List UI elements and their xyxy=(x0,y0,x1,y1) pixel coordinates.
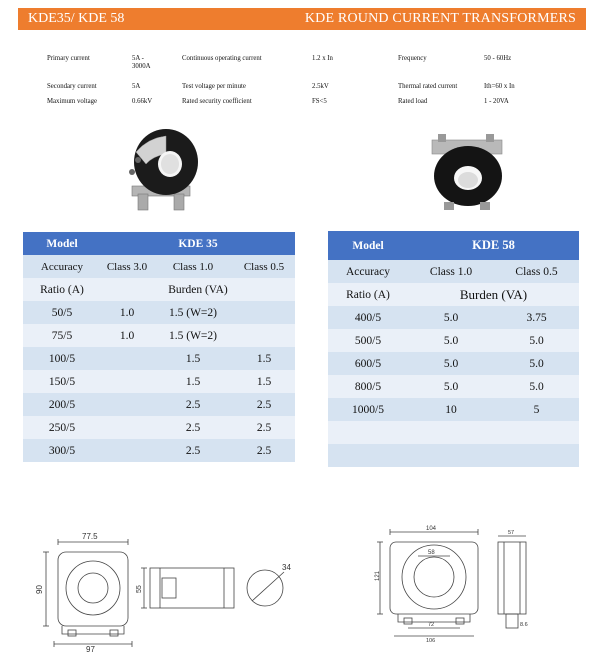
spec-secondary-value: 5A xyxy=(132,83,141,90)
table-row xyxy=(328,352,579,375)
burden-cell xyxy=(101,347,153,370)
ratio-cell: 600/5 xyxy=(328,352,408,375)
spec-security-label: Rated security coefficient xyxy=(182,98,252,105)
burden-cell: 5.0 xyxy=(408,352,494,375)
ratio-cell xyxy=(328,444,408,467)
header-title: KDE ROUND CURRENT TRANSFORMERS xyxy=(304,11,576,26)
kde58-model-value: KDE 58 xyxy=(408,231,579,260)
header-bar xyxy=(18,8,586,30)
ratio-cell: 800/5 xyxy=(328,375,408,398)
spec-contop-value: 1.2 x In xyxy=(312,55,333,62)
burden-cell: 1.5 xyxy=(233,370,295,393)
spec-testvolt-label: Test voltage per minute xyxy=(182,83,246,90)
burden-cell: 5.0 xyxy=(494,375,579,398)
kde35-product-photo xyxy=(118,124,208,214)
spec-testvolt-value: 2.5kV xyxy=(312,83,329,90)
burden-cell: 5.0 xyxy=(408,329,494,352)
burden-cell: 2.5 xyxy=(153,416,233,439)
burden-cell: 2.5 xyxy=(233,393,295,416)
spec-contop-label: Continuous operating current xyxy=(182,55,262,62)
dim-base2-58: 106 xyxy=(426,638,436,642)
burden-cell: 10 xyxy=(408,398,494,421)
burden-cell xyxy=(494,421,579,444)
kde58-burden-label: Burden (VA) xyxy=(408,283,579,306)
kde35-dimension-drawing xyxy=(20,530,310,655)
table-row xyxy=(23,324,295,347)
kde35-ratio-label: Ratio (A) xyxy=(23,278,101,301)
burden-cell: 1.0 xyxy=(101,324,153,347)
dim-width-35: 77.5 xyxy=(82,532,98,541)
burden-cell: 2.5 xyxy=(153,393,233,416)
burden-cell: 1.5 (W=2) xyxy=(153,301,233,324)
kde35-table xyxy=(23,232,295,462)
kde58-class-05: Class 0.5 xyxy=(494,260,579,283)
kde35-class-05: Class 0.5 xyxy=(233,255,295,278)
spec-primary-value-1: 5A - xyxy=(132,55,144,62)
header-model: KDE35/ KDE 58 xyxy=(28,11,125,26)
table-row xyxy=(328,306,579,329)
burden-cell: 1.5 (W=2) xyxy=(153,324,233,347)
burden-cell: 2.5 xyxy=(233,416,295,439)
table-row xyxy=(328,375,579,398)
kde35-accuracy-label: Accuracy xyxy=(23,255,101,278)
kde35-model-label: Model xyxy=(23,232,101,255)
burden-cell xyxy=(408,421,494,444)
burden-cell: 1.5 xyxy=(153,347,233,370)
dim-hole-58: 58 xyxy=(428,550,435,556)
kde58-product-photo xyxy=(424,132,510,212)
burden-cell: 1.5 xyxy=(153,370,233,393)
table-row xyxy=(23,370,295,393)
burden-cell: 2.5 xyxy=(153,439,233,462)
ratio-cell: 500/5 xyxy=(328,329,408,352)
spec-maxvolt-label: Maximum voltage xyxy=(47,98,98,105)
burden-cell: 1.5 xyxy=(233,347,295,370)
burden-cell xyxy=(101,393,153,416)
burden-cell: 2.5 xyxy=(233,439,295,462)
burden-cell: 5.0 xyxy=(408,306,494,329)
ratio-cell: 100/5 xyxy=(23,347,101,370)
table-row xyxy=(23,416,295,439)
kde35-class-3: Class 3.0 xyxy=(101,255,153,278)
spec-thermal-value: Ith=60 x In xyxy=(484,83,515,90)
ratio-cell: 200/5 xyxy=(23,393,101,416)
kde35-model-value: KDE 35 xyxy=(101,232,295,255)
burden-cell: 5.0 xyxy=(408,375,494,398)
dim-height-35: 90 xyxy=(35,585,44,594)
spec-primary-value-2: 3000A xyxy=(132,63,151,70)
spec-thermal-label: Thermal rated current xyxy=(398,83,458,90)
burden-cell: 5 xyxy=(494,398,579,421)
dim-base-35: 97 xyxy=(86,645,95,654)
spec-secondary-label: Secondary current xyxy=(47,83,97,90)
ratio-cell: 75/5 xyxy=(23,324,101,347)
kde58-table xyxy=(328,231,579,467)
kde58-class-1: Class 1.0 xyxy=(408,260,494,283)
spec-maxvolt-value: 0.66kV xyxy=(132,98,153,105)
ratio-cell: 150/5 xyxy=(23,370,101,393)
burden-cell xyxy=(494,444,579,467)
burden-cell xyxy=(101,439,153,462)
burden-cell: 5.0 xyxy=(494,329,579,352)
spec-frequency-value: 50 - 60Hz xyxy=(484,55,512,62)
burden-cell xyxy=(233,301,295,324)
burden-cell: 5.0 xyxy=(494,352,579,375)
kde35-burden-label: Burden (VA) xyxy=(101,278,295,301)
ratio-cell: 50/5 xyxy=(23,301,101,324)
burden-cell xyxy=(101,370,153,393)
table-row xyxy=(23,393,295,416)
table-row xyxy=(23,439,295,462)
table-row xyxy=(328,329,579,352)
dim-foot-58: 8.6 xyxy=(520,622,528,628)
dim-base1-58: 72 xyxy=(428,622,435,628)
ratio-cell: 1000/5 xyxy=(328,398,408,421)
kde58-accuracy-label: Accuracy xyxy=(328,260,408,283)
burden-cell xyxy=(408,444,494,467)
spec-load-label: Rated load xyxy=(398,98,428,105)
table-row xyxy=(23,301,295,324)
burden-cell xyxy=(233,324,295,347)
spec-load-value: 1 - 20VA xyxy=(484,98,509,105)
table-row xyxy=(328,444,579,467)
dim-side-58: 57 xyxy=(508,530,515,536)
ratio-cell: 300/5 xyxy=(23,439,101,462)
dim-depth-35: 55 xyxy=(136,585,143,593)
spec-primary-label: Primary current xyxy=(47,55,90,62)
kde35-class-1: Class 1.0 xyxy=(153,255,233,278)
table-row xyxy=(328,398,579,421)
ratio-cell: 250/5 xyxy=(23,416,101,439)
spec-frequency-label: Frequency xyxy=(398,55,427,62)
table-row xyxy=(328,421,579,444)
kde58-dimension-drawing xyxy=(368,522,568,642)
kde58-ratio-label: Ratio (A) xyxy=(328,283,408,306)
dim-height-58: 121 xyxy=(375,570,381,581)
burden-cell: 3.75 xyxy=(494,306,579,329)
dim-width-58: 104 xyxy=(426,526,437,532)
burden-cell: 1.0 xyxy=(101,301,153,324)
ratio-cell xyxy=(328,421,408,444)
dim-hole-35: 34 xyxy=(282,563,291,572)
table-row xyxy=(23,347,295,370)
ratio-cell: 400/5 xyxy=(328,306,408,329)
spec-security-value: FS<5 xyxy=(312,98,327,105)
kde58-model-label: Model xyxy=(328,231,408,260)
burden-cell xyxy=(101,416,153,439)
